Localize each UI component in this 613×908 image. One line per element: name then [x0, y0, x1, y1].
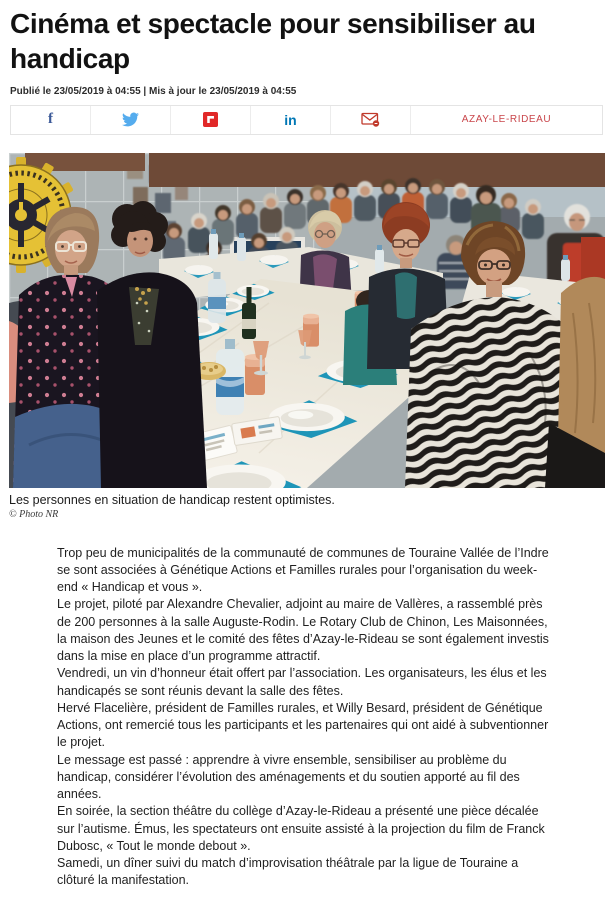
topic-label: AZAY-LE-RIDEAU	[461, 114, 552, 126]
linkedin-icon: in	[284, 111, 297, 128]
share-bar	[10, 105, 603, 135]
body-paragraph: Le message est passé : apprendre à vivre ensemble, sensibiliser au problème du handicap, considérer l’évolution des aménagements et du soutien apporté au fil des années.	[57, 752, 520, 802]
body-paragraph: Le projet, piloté par Alexandre Chevalier, adjoint au maire de Vallères, a rassemblé près de 200 personnes à la salle Auguste-Rodin. Le Rotary Club de Chinon, Les Maisonnées, la maison des Jeunes et le comité des fêtes d’Azay-le-Rideau se sont également investis dans la mise en place d’un programme attractif.	[57, 597, 549, 664]
twitter-icon	[122, 112, 139, 127]
flipboard-icon	[203, 112, 218, 127]
article-title: Cinéma et spectacle pour sensibiliser au handicap	[10, 8, 536, 75]
photo-credit: © Photo NR	[9, 508, 59, 520]
email-icon	[361, 112, 380, 127]
article-photo	[9, 153, 605, 488]
article-body	[57, 545, 557, 890]
share-twitter-button[interactable]	[91, 106, 171, 134]
topic-tag-azay-le-rideau[interactable]	[411, 106, 602, 134]
share-flipboard-button[interactable]	[171, 106, 251, 134]
share-linkedin-button[interactable]	[251, 106, 331, 134]
article-figure	[9, 153, 604, 520]
body-paragraph: Vendredi, un vin d’honneur était offert par l’association. Les organisateurs, les élus et les handicapés se sont réunis devant la salle des fêtes.	[57, 666, 547, 698]
share-email-button[interactable]	[331, 106, 411, 134]
body-paragraph: Trop peu de municipalités de la communauté de communes de Touraine Vallée de l’Indre se sont associées à Génétique Actions et Familles rurales pour l’organisation du week-end « Handicap et vous ».	[57, 545, 549, 595]
body-paragraph: Samedi, un dîner suivi du match d’improvisation théâtrale par la ligue de Touraine a clôturé la manifestation.	[57, 856, 519, 888]
body-paragraph: Hervé Flacelière, président de Familles rurales, et Willy Besard, président de Génétique Actions, ont remercié tous les participants et les partenaires qui ont aidé à subventionner le projet.	[57, 700, 549, 750]
small-bottle	[208, 272, 226, 323]
publish-meta: Publié le 23/05/2019 à 04:55 | Mis à jour le 23/05/2019 à 04:55	[10, 85, 297, 97]
photo-caption: Les personnes en situation de handicap restent optimistes.	[9, 492, 335, 507]
facebook-icon: f	[48, 111, 53, 128]
share-facebook-button[interactable]	[11, 106, 91, 134]
body-paragraph: En soirée, la section théâtre du collège d’Azay-le-Rideau a présenté une pièce décalée sur l’autisme. Émus, les spectateurs ont ensuite assisté à la projection du film de Franck Dubosc, « Tout le monde debout ».	[57, 804, 545, 853]
